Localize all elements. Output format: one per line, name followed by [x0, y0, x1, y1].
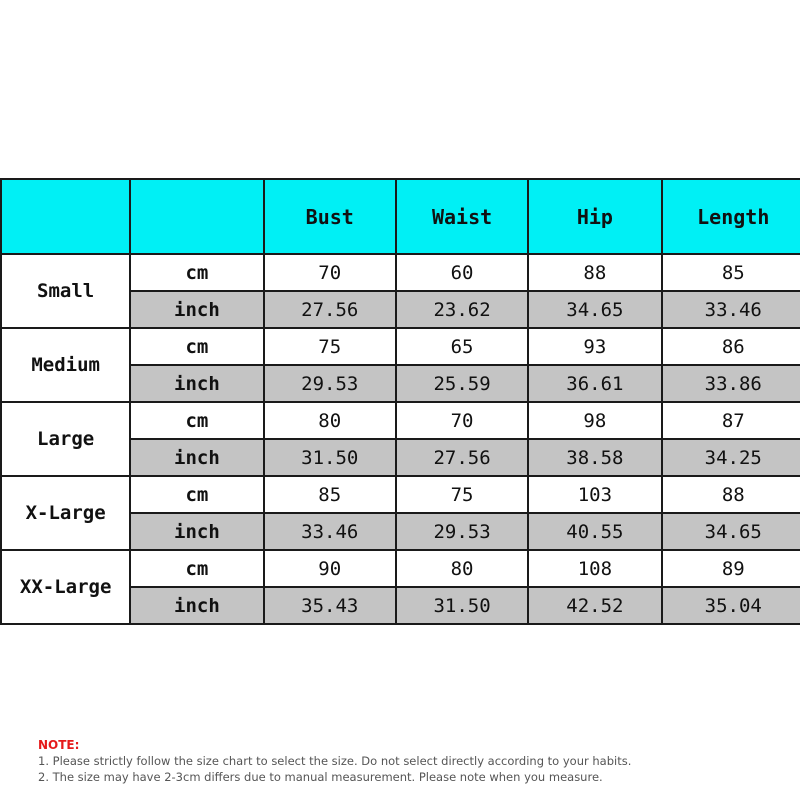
value-cell: 34.25: [662, 439, 800, 476]
table-row: [1, 476, 800, 513]
unit-cell-cm: cm: [130, 328, 263, 365]
unit-cell-inch: inch: [130, 513, 263, 550]
header-cell-waist: Waist: [396, 179, 528, 254]
value-cell: 90: [264, 550, 396, 587]
size-name-cell: Small: [1, 254, 130, 328]
value-cell: 70: [264, 254, 396, 291]
value-cell: 60: [396, 254, 528, 291]
header-cell-unit: [130, 179, 263, 254]
value-cell: 108: [528, 550, 661, 587]
value-cell: 36.61: [528, 365, 661, 402]
unit-cell-cm: cm: [130, 254, 263, 291]
unit-cell-cm: cm: [130, 476, 263, 513]
unit-cell-inch: inch: [130, 291, 263, 328]
value-cell: 31.50: [396, 587, 528, 624]
value-cell: 34.65: [528, 291, 661, 328]
note-line: 2. The size may have 2-3cm differs due to manual measurement. Please note when you measure.: [38, 770, 603, 784]
value-cell: 86: [662, 328, 800, 365]
size-chart-table: [0, 178, 800, 625]
value-cell: 25.59: [396, 365, 528, 402]
unit-cell-cm: cm: [130, 550, 263, 587]
value-cell: 85: [264, 476, 396, 513]
value-cell: 65: [396, 328, 528, 365]
value-cell: 87: [662, 402, 800, 439]
table-row: [1, 328, 800, 365]
value-cell: 80: [396, 550, 528, 587]
value-cell: 27.56: [396, 439, 528, 476]
table-body: [1, 254, 800, 624]
value-cell: 29.53: [264, 365, 396, 402]
value-cell: 33.46: [264, 513, 396, 550]
value-cell: 40.55: [528, 513, 661, 550]
table-row: [1, 550, 800, 587]
value-cell: 75: [264, 328, 396, 365]
table-header-row: [1, 179, 800, 254]
value-cell: 70: [396, 402, 528, 439]
size-name-cell: Medium: [1, 328, 130, 402]
value-cell: 85: [662, 254, 800, 291]
unit-cell-inch: inch: [130, 587, 263, 624]
unit-cell-inch: inch: [130, 365, 263, 402]
value-cell: 27.56: [264, 291, 396, 328]
value-cell: 33.86: [662, 365, 800, 402]
header-cell-size: [1, 179, 130, 254]
unit-cell-inch: inch: [130, 439, 263, 476]
value-cell: 38.58: [528, 439, 661, 476]
value-cell: 98: [528, 402, 661, 439]
table-row: [1, 254, 800, 291]
size-name-cell: X-Large: [1, 476, 130, 550]
value-cell: 23.62: [396, 291, 528, 328]
note-title: NOTE:: [38, 738, 80, 752]
value-cell: 89: [662, 550, 800, 587]
value-cell: 75: [396, 476, 528, 513]
value-cell: 35.43: [264, 587, 396, 624]
header-cell-length: Length: [662, 179, 800, 254]
value-cell: 88: [528, 254, 661, 291]
header-cell-bust: Bust: [264, 179, 396, 254]
value-cell: 88: [662, 476, 800, 513]
note-section: [38, 737, 631, 785]
value-cell: 29.53: [396, 513, 528, 550]
value-cell: 103: [528, 476, 661, 513]
value-cell: 33.46: [662, 291, 800, 328]
value-cell: 42.52: [528, 587, 661, 624]
value-cell: 31.50: [264, 439, 396, 476]
value-cell: 34.65: [662, 513, 800, 550]
note-line: 1. Please strictly follow the size chart to select the size. Do not select directly according to your habits.: [38, 754, 632, 768]
table-row: [1, 402, 800, 439]
size-name-cell: XX-Large: [1, 550, 130, 624]
unit-cell-cm: cm: [130, 402, 263, 439]
value-cell: 93: [528, 328, 661, 365]
size-name-cell: Large: [1, 402, 130, 476]
value-cell: 35.04: [662, 587, 800, 624]
header-cell-hip: Hip: [528, 179, 661, 254]
value-cell: 80: [264, 402, 396, 439]
